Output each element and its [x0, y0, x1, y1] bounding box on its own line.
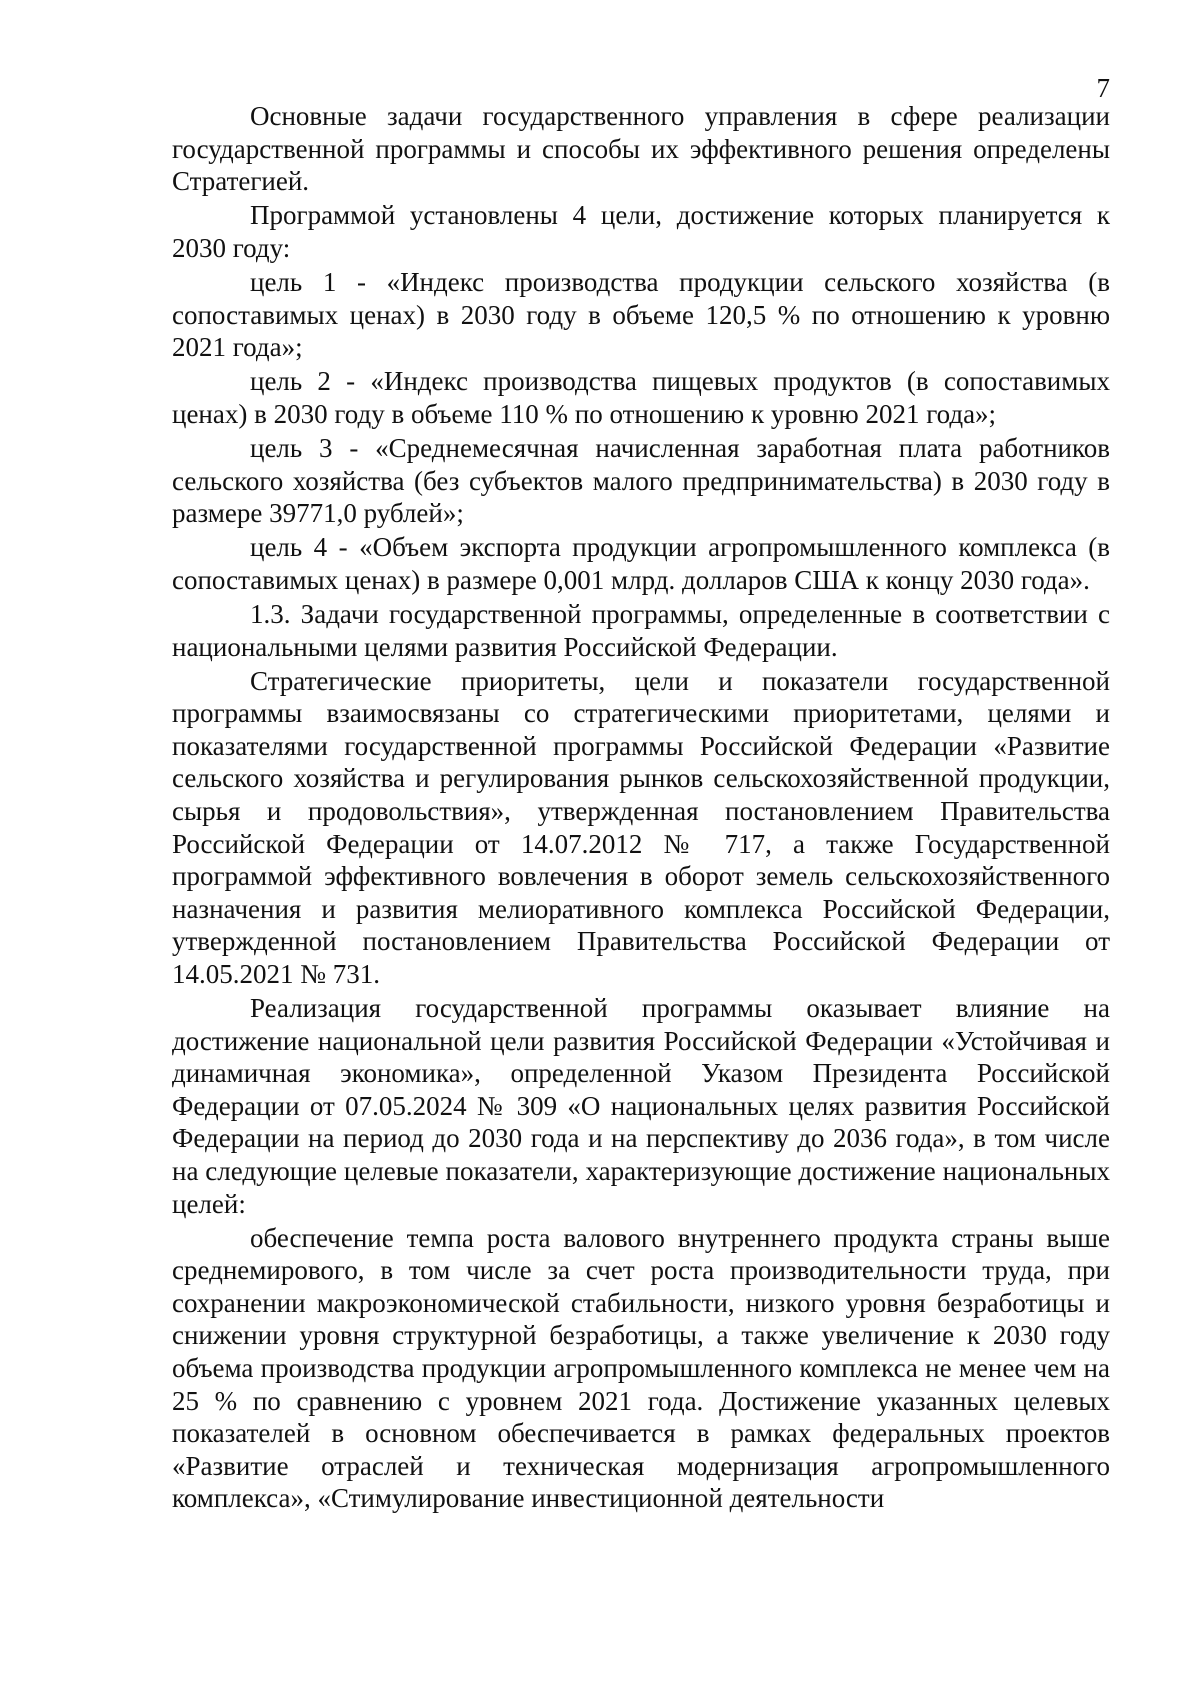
paragraph-goal-2: цель 2 - «Индекс производства пищевых продуктов (в сопоставимых ценах) в 2030 году в объеме 110 % по отношению к уровню 2021 года»;	[172, 366, 1110, 429]
body-text	[172, 100, 1110, 1517]
paragraph-strategic-priorities: Стратегические приоритеты, цели и показатели государственной программы взаимосвязаны со стратегическими приоритетами, целями и показателями государственной программы Российской Федерации «Развитие сельского хозяйства и регулирования рынков сельскохозяйственной продукции, сырья и продовольствия», утвержденная постановлением Правительства Российской Федерации от 14.07.2012 № 717, а также Государственной программой эффективного вовлечения в оборот земель сельскохозяйственного назначения и развития мелиоративного комплекса Российской Федерации, утвержденной постановлением Правительства Российской Федерации от 14.05.2021 № 731.	[172, 665, 1110, 989]
paragraph-goals-intro: Программой установлены 4 цели, достижение которых планируется к 2030 году:	[172, 200, 1110, 263]
paragraph-goal-1: цель 1 - «Индекс производства продукции сельского хозяйства (в сопоставимых ценах) в 2030 году в объеме 120,5 % по отношению к уровню 2021 года»;	[172, 266, 1110, 363]
page-number: 7	[1096, 73, 1110, 103]
paragraph-gdp-growth: обеспечение темпа роста валового внутреннего продукта страны выше среднемирового, в том числе за счет роста производительности труда, при сохранении макроэкономической стабильности, низкого уровня безработицы и снижении уровня структурной безработицы, а также увеличение к 2030 году объема производства продукции агропромышленного комплекса не менее чем на 25 % по сравнению с уровнем 2021 года. Достижение указанных целевых показателей в основном обеспечивается в рамках федеральных проектов «Развитие отраслей и техническая модернизация агропромышленного комплекса», «Стимулирование инвестиционной деятельности	[172, 1222, 1110, 1514]
paragraph-goal-4: цель 4 - «Объем экспорта продукции агропромышленного комплекса (в сопоставимых ценах) в размере 0,001 млрд. долларов США к концу 2030 года».	[172, 532, 1110, 595]
paragraph-intro: Основные задачи государственного управления в сфере реализации государственной программы и способы их эффективного решения определены Стратегией.	[172, 101, 1110, 197]
paragraph-goal-3: цель 3 - «Среднемесячная начисленная заработная плата работников сельского хозяйства (без субъектов малого предпринимательства) в 2030 году в размере 39771,0 рублей»;	[172, 432, 1110, 529]
section-heading-1-3: 1.3. Задачи государственной программы, определенные в соответствии с национальными целями развития Российской Федерации.	[172, 598, 1110, 662]
paragraph-national-goals: Реализация государственной программы оказывает влияние на достижение национальной цели развития Российской Федерации «Устойчивая и динамичная экономика», определенной Указом Президента Российской Федерации от 07.05.2024 № 309 «О национальных целях развития Российской Федерации на период до 2030 года и на перспективу до 2036 года», в том числе на следующие целевые показатели, характеризующие достижение национальных целей:	[172, 993, 1110, 1219]
